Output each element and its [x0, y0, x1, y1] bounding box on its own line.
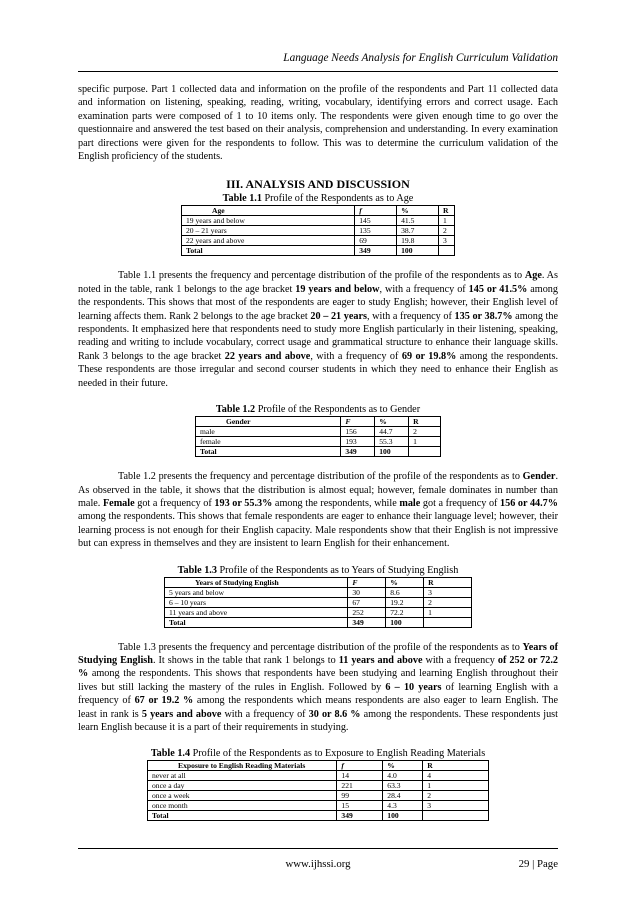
bold-phrase: 30 or 8.6 % [308, 708, 361, 720]
column-header: R [423, 761, 489, 771]
table-cell: 2 [424, 597, 472, 607]
table-row [182, 226, 455, 236]
total-cell: 349 [341, 447, 375, 457]
total-cell [409, 447, 441, 457]
text-run: got a frequency of [134, 497, 215, 509]
table-cell: 14 [337, 771, 383, 781]
table-header-row [182, 206, 455, 216]
bold-phrase: Age [524, 270, 542, 282]
section-title: III. ANALYSIS AND DISCUSSION [226, 177, 410, 192]
table-cell: 1 [409, 437, 441, 447]
text-run: . As observed in the table, it shows that the distribution is almost equal; however, female dominates in number than male. [78, 471, 558, 509]
text-run: among the respondents. These respondents are those irregular and second courser students in which they need to enhance their English as needed in their future. [78, 350, 558, 389]
total-cell: Total [182, 246, 355, 256]
column-header: % [386, 577, 424, 587]
table-cell: 1 [424, 607, 472, 617]
table-total-row [196, 447, 441, 457]
table-cell: 4.3 [383, 801, 423, 811]
running-header: Language Needs Analysis for English Curriculum Validation [283, 52, 558, 64]
table-cell: 38.7 [397, 226, 439, 236]
table-cell: once a week [148, 791, 337, 801]
table-row [148, 801, 489, 811]
table-caption: Table 1.3 Profile of the Respondents as to Years of Studying English [177, 564, 459, 576]
text-run: with a frequency [422, 654, 498, 666]
table-cell: 221 [337, 781, 383, 791]
table-cell: never at all [148, 771, 337, 781]
table-total-row [165, 617, 472, 627]
column-header: % [375, 417, 409, 427]
table-cell: 30 [348, 587, 386, 597]
text-run: among the respondents. This shows that most of the respondents are eager to study English; however, their English level of learning affects them. Rank 2 belongs to the age bracket [78, 283, 558, 322]
table-total-row [182, 246, 455, 256]
footer-url: www.ijhssi.org [285, 858, 351, 870]
table-cell: 135 [355, 226, 397, 236]
column-header: % [383, 761, 423, 771]
total-cell: 100 [386, 617, 424, 627]
table-row [196, 427, 441, 437]
bold-phrase: 67 or 19.2 % [134, 695, 194, 707]
table-cell: 4.0 [383, 771, 423, 781]
table-caption: Table 1.2 Profile of the Respondents as to Gender [215, 404, 421, 416]
table-row [165, 587, 472, 597]
table-cell: 44.7 [375, 427, 409, 437]
text-run: . It shows in the table that rank 1 belongs to [152, 654, 339, 666]
bold-phrase: 19 years and below [295, 283, 380, 295]
table-cell: 156 [341, 427, 375, 437]
table-cell: 99 [337, 791, 383, 801]
text-run: among the respondents. It emphasized here that respondents need to study more English particularly in their listening, speaking, reading and writing to include vocabulary, correct usage and grammatical structure to enhance their language skills. Rank 3 belongs to the age bracket [78, 310, 558, 362]
text-run: among the respondents. These respondents just learn English because it is a part of their requirements in studying. [78, 708, 558, 733]
total-cell [423, 811, 489, 821]
bold-phrase: male [399, 497, 421, 509]
total-cell: 349 [355, 246, 397, 256]
table-cell: 20 – 21 years [182, 226, 355, 236]
table-cell: 1 [423, 781, 489, 791]
text-run: , with a frequency of [379, 283, 469, 295]
page-number: 29 | Page [518, 858, 558, 870]
paragraph-table-1-2 [78, 470, 558, 550]
table-cell: female [196, 437, 341, 447]
column-header: Gender [196, 417, 341, 427]
table-cell: once a day [148, 781, 337, 791]
bold-phrase: 6 – 10 years [385, 681, 442, 693]
table-cell: 145 [355, 216, 397, 226]
table-cell: 28.4 [383, 791, 423, 801]
table-age [181, 205, 455, 256]
table-row [148, 781, 489, 791]
table-cell: 4 [423, 771, 489, 781]
total-cell [424, 617, 472, 627]
column-header: Exposure to English Reading Materials [148, 761, 337, 771]
text-run: got a frequency of [420, 497, 501, 509]
column-header: R [438, 206, 454, 216]
table-caption: Table 1.4 Profile of the Respondents as to Exposure to English Reading Materials [150, 748, 486, 760]
total-cell: 349 [337, 811, 383, 821]
table-caption: Table 1.1 Profile of the Respondents as to Age [222, 193, 414, 205]
table-cell: 8.6 [386, 587, 424, 597]
text-run: among the respondents. This shows that respondents have been studying and learning English throughout their lives but still lacking the mastery of the rules in English. Followed by [78, 668, 558, 693]
bold-phrase: 20 – 21 years [310, 310, 367, 322]
column-header: R [409, 417, 441, 427]
table-cell: 3 [438, 236, 454, 246]
text-run: Table 1.2 presents the frequency and percentage distribution of the profile of the respondents as to [118, 471, 523, 483]
table-cell: 67 [348, 597, 386, 607]
table-cell: 3 [424, 587, 472, 597]
table-cell: 1 [438, 216, 454, 226]
bold-phrase: 145 or 41.5% [468, 283, 528, 295]
table-row [165, 597, 472, 607]
column-header: R [424, 577, 472, 587]
table-cell: 2 [409, 427, 441, 437]
header-rule [78, 71, 558, 72]
total-cell: 100 [383, 811, 423, 821]
text-run: among the respondents. This shows that female respondents are eager to enhance their language level; however, their learning process is not enough for their English capacity. Male respondents show that their English is not impressive but can express in themselves and they are insistent to learn English for their enhancement. [78, 511, 558, 550]
bold-phrase: 156 or 44.7% [500, 497, 558, 509]
total-cell: 100 [375, 447, 409, 457]
text-run: Table 1.3 presents the frequency and percentage distribution of the profile of the respondents as to [118, 641, 523, 653]
table-total-row [148, 811, 489, 821]
table-header-row [148, 761, 489, 771]
table-cell: male [196, 427, 341, 437]
paragraph-table-1-3 [78, 641, 558, 735]
bold-phrase: 11 years and above [338, 654, 423, 666]
bold-phrase: 69 or 19.8% [401, 350, 457, 362]
paragraph-table-1-1 [78, 269, 558, 390]
total-cell: Total [196, 447, 341, 457]
table-cell: 41.5 [397, 216, 439, 226]
body-content [78, 83, 558, 821]
table-row [182, 236, 455, 246]
table-gender [195, 416, 441, 457]
text-run: of learning English with a frequency of [78, 681, 558, 707]
column-header: f [355, 206, 397, 216]
bold-phrase: Gender [522, 471, 556, 483]
table-cell: 15 [337, 801, 383, 811]
total-cell: Total [165, 617, 348, 627]
table-cell: 2 [438, 226, 454, 236]
total-cell: Total [148, 811, 337, 821]
table-cell: 6 – 10 years [165, 597, 348, 607]
table-cell: 22 years and above [182, 236, 355, 246]
bold-phrase: Years of Studying English [78, 641, 558, 666]
table-row [148, 791, 489, 801]
column-header: Years of Studying English [165, 577, 348, 587]
table-row [182, 216, 455, 226]
table-cell: 2 [423, 791, 489, 801]
text-run: , with a frequency of [310, 350, 402, 362]
table-cell: 3 [423, 801, 489, 811]
table-cell: 19 years and below [182, 216, 355, 226]
bold-phrase: of 252 or 72.2 % [78, 654, 559, 680]
table-cell: 252 [348, 607, 386, 617]
table-cell: 19.8 [397, 236, 439, 246]
total-cell [438, 246, 454, 256]
bold-phrase: Female [102, 497, 135, 509]
bold-phrase: 135 or 38.7% [454, 310, 513, 322]
table-cell: 55.3 [375, 437, 409, 447]
table-cell: 63.3 [383, 781, 423, 791]
total-cell: 349 [348, 617, 386, 627]
bold-phrase: 22 years and above [224, 350, 311, 362]
table-header-row [165, 577, 472, 587]
column-header: Age [182, 206, 355, 216]
column-header: F [341, 417, 375, 427]
table-row [165, 607, 472, 617]
text-run: among the respondents, while [272, 497, 400, 509]
table-row [148, 771, 489, 781]
table-cell: 69 [355, 236, 397, 246]
table-cell: 5 years and below [165, 587, 348, 597]
total-cell: 100 [397, 246, 439, 256]
text-run: . As noted in the table, rank 1 belongs to the age bracket [78, 270, 558, 295]
table-cell: 19.2 [386, 597, 424, 607]
table-cell: once month [148, 801, 337, 811]
table-cell: 72.2 [386, 607, 424, 617]
table-cell: 11 years and above [165, 607, 348, 617]
bold-phrase: 193 or 55.3% [214, 497, 273, 509]
column-header: % [397, 206, 439, 216]
table-cell: 193 [341, 437, 375, 447]
text-run: Table 1.1 presents the frequency and percentage distribution of the profile of the respondents as to [118, 270, 525, 282]
column-header: f [337, 761, 383, 771]
table-reading-exposure [147, 760, 489, 821]
table-header-row [196, 417, 441, 427]
intro-paragraph: specific purpose. Part 1 collected data and information on the profile of the respondents and Part 11 collected data and information on listening, speaking, reading, writing, vocabulary, identifying errors and correct usage. Each examination parts were composed of 1 to 10 items only. The respondents were given enough time to go over the questionnaire and answered the test based on their analysis, comprehension and understanding. In every examination part directions were given for the respondents to follow. This was to determine the curriculum validation of the English proficiency of the students. [78, 84, 558, 163]
bold-phrase: 5 years and above [141, 708, 222, 720]
table-years-studying [164, 577, 472, 628]
text-run: with a frequency of [221, 708, 309, 720]
text-run: among the respondents which means respondents are also eager to learn English. The least in rank is [78, 695, 558, 720]
text-run: , with a frequency of [366, 310, 455, 322]
column-header: F [348, 577, 386, 587]
table-row [196, 437, 441, 447]
footer-rule [78, 848, 558, 849]
